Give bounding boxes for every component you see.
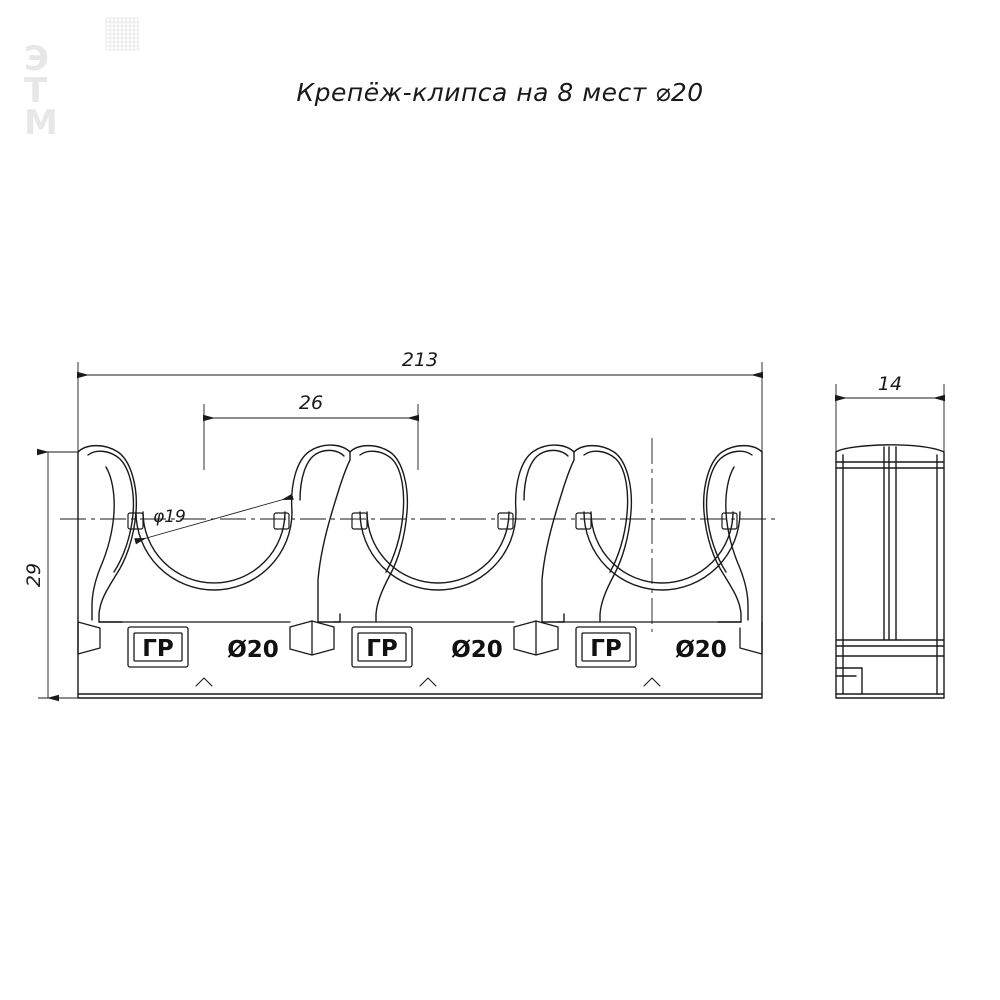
logo-label-3: ГР (590, 636, 622, 662)
dim-19-label: φ19 (153, 507, 186, 527)
svg-text:М: М (24, 103, 58, 138)
logo-label-2: ГР (366, 636, 398, 662)
clip-label-2: Ø20 (451, 637, 503, 663)
side-view-body (836, 445, 944, 698)
svg-text:Э: Э (24, 39, 49, 79)
clip-nubs (128, 513, 737, 529)
bottom-notches (196, 678, 660, 686)
dim-26-label: 26 (298, 392, 324, 414)
centerlines (60, 438, 780, 632)
svg-text:Т: Т (24, 71, 48, 111)
dim-14-label: 14 (877, 373, 903, 395)
overall-width-dimension (78, 362, 762, 452)
clip-label-1: Ø20 (227, 637, 279, 663)
dim-29-label: 29 (23, 562, 45, 588)
middle-hook-pair-1 (292, 445, 408, 622)
front-view-body (78, 446, 762, 698)
middle-hook-pair-2 (516, 445, 632, 622)
clip-arc-2 (360, 512, 516, 590)
clip-label-3: Ø20 (675, 637, 727, 663)
clip-arc-3 (584, 512, 740, 590)
logo-label-1: ГР (142, 636, 174, 662)
dim-213-label: 213 (401, 349, 439, 371)
page-title: Крепёж-клипса на 8 мест ⌀20 (296, 78, 704, 107)
dovetail-joints (78, 621, 762, 655)
